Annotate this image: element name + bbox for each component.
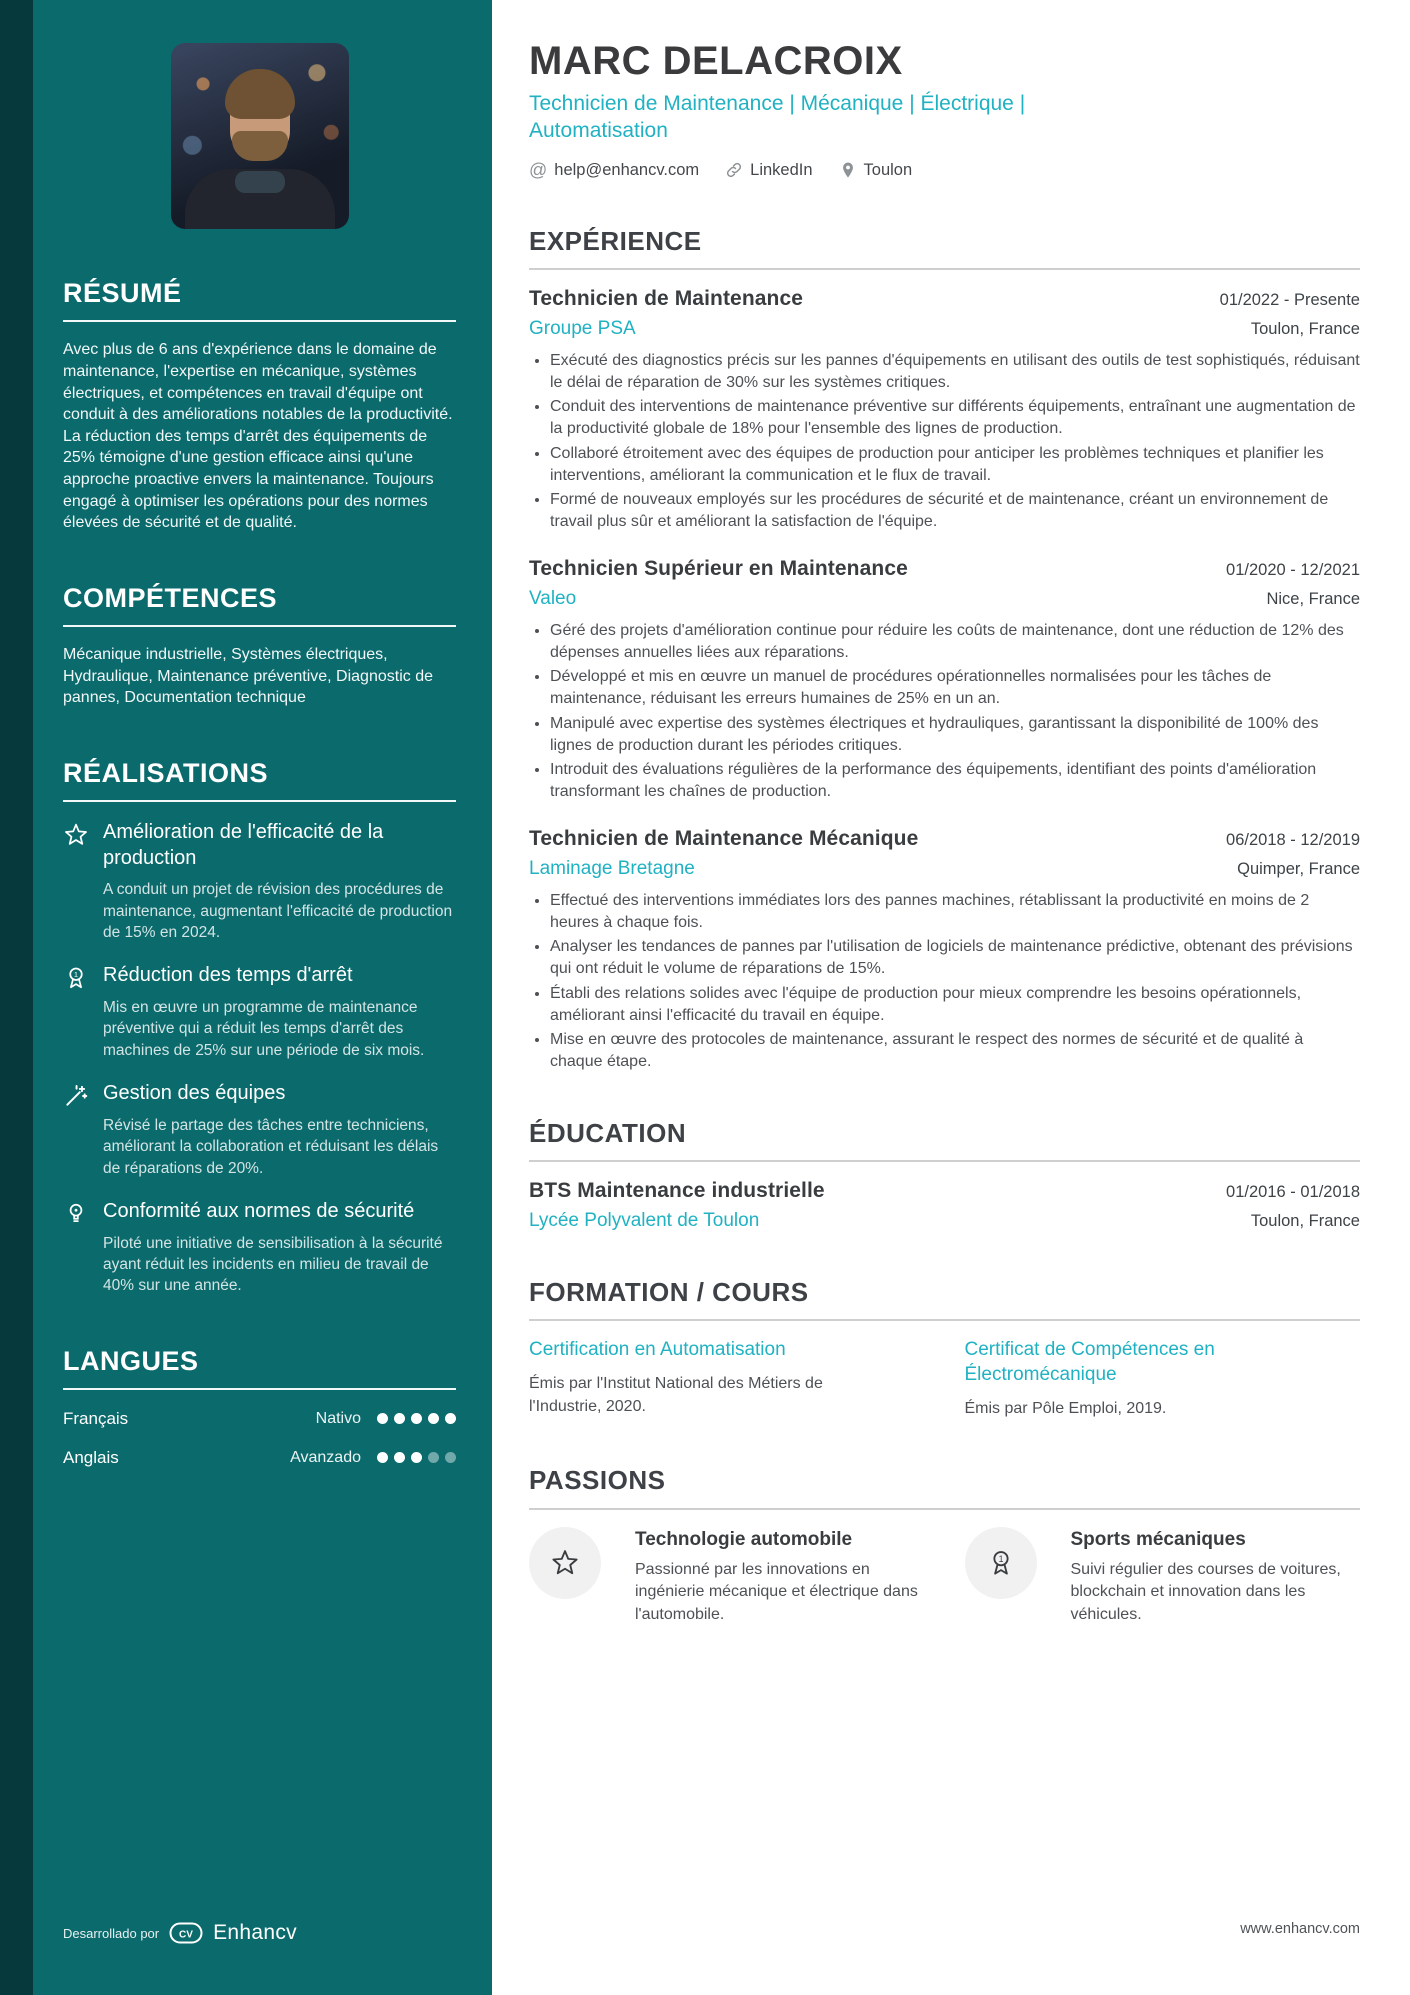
achievement-title: Conformité aux normes de sécurité bbox=[103, 1199, 415, 1222]
passion-title: Sports mécaniques bbox=[1070, 1528, 1246, 1550]
passion-text: Passionné par les innovations en ingénierie mécanique et électrique dans l'automobile. bbox=[635, 1560, 918, 1623]
job-date: 01/2020 - 12/2021 bbox=[1226, 560, 1360, 579]
section-experience bbox=[529, 225, 1360, 1073]
section-education bbox=[529, 1117, 1360, 1232]
achievement-item bbox=[63, 963, 456, 1061]
profile-photo bbox=[171, 43, 349, 229]
bullet-item: • Analyser les tendances de pannes par l'utilisation de logiciels de maintenance prédictive, obtenant des prévisions qui ont réduit le volume de réparations de 15%. bbox=[550, 936, 1360, 980]
enhancv-wordmark: Enhancv bbox=[213, 1921, 297, 1944]
education-location: Toulon, France bbox=[1250, 1212, 1360, 1231]
level-dot bbox=[428, 1452, 439, 1463]
divider bbox=[529, 1319, 1360, 1321]
certification-title: Certificat de Compétences en Électromécanique bbox=[964, 1339, 1215, 1386]
language-name: Français bbox=[63, 1408, 129, 1428]
level-dot bbox=[377, 1452, 388, 1463]
language-row bbox=[63, 1448, 456, 1468]
passion-icon-circle bbox=[965, 1527, 1037, 1599]
achievement-text: A conduit un projet de révision des procédures de maintenance, augmentant l'efficacité de production de 15% en 2024. bbox=[103, 881, 453, 942]
competences-heading: COMPÉTENCES bbox=[63, 582, 278, 613]
photo-scarf bbox=[235, 171, 285, 193]
passion-text: Suivi régulier des courses de voitures, blockchain et innovation dans les véhicules. bbox=[1070, 1560, 1341, 1623]
bullet-item: • Collaboré étroitement avec des équipes de production pour anticiper les problèmes techniques et planifier les interventions, améliorant la communication et le flux de travail. bbox=[550, 443, 1360, 487]
section-realisations bbox=[63, 759, 456, 1297]
bullet-item: • Introduit des évaluations régulières de la performance des équipements, identifiant des points d'amélioration transformant les chaînes de production. bbox=[550, 759, 1360, 803]
bullet-item: • Géré des projets d'amélioration continue pour réduire les coûts de maintenance, dont une réduction de 12% des dépenses annuelles liées aux réparations. bbox=[550, 620, 1360, 664]
bullet-item: • Formé de nouveaux employés sur les procédures de sécurité et de maintenance, créant un environnement de travail plus sûr et améliorant la satisfaction de l'équipe. bbox=[550, 489, 1360, 533]
bullet-item: • Développé et mis en œuvre un manuel de procédures opérationnelles normalisées pour les tâches de maintenance, réduisant les erreurs humaines de 25% en un an. bbox=[550, 666, 1360, 710]
level-dot bbox=[428, 1413, 439, 1424]
job-company: Valeo bbox=[529, 587, 577, 609]
location-item bbox=[839, 161, 913, 180]
job-location: Nice, France bbox=[1266, 589, 1360, 608]
sidebar-footer bbox=[63, 1921, 456, 1945]
achievement-item bbox=[63, 820, 456, 943]
email-text[interactable]: help@enhancv.com bbox=[554, 160, 700, 179]
certification-text: Émis par Pôle Emploi, 2019. bbox=[964, 1399, 1167, 1417]
svg-text:1: 1 bbox=[73, 970, 79, 980]
job-company: Laminage Bretagne bbox=[529, 857, 695, 879]
job-bullet-list bbox=[529, 620, 1360, 803]
star-icon bbox=[550, 1548, 580, 1578]
medal-icon bbox=[986, 1548, 1016, 1578]
passion-title: Technologie automobile bbox=[635, 1528, 853, 1550]
level-dot bbox=[394, 1413, 405, 1424]
education-heading: ÉDUCATION bbox=[529, 1117, 687, 1148]
bullet-item: • Conduit des interventions de maintenance préventive sur différents équipements, entraînant une augmentation de la productivité globale de 18% pour l'ensemble des lignes de production. bbox=[550, 396, 1360, 440]
job-title: Technicien Supérieur en Maintenance bbox=[529, 556, 908, 580]
job-date: 06/2018 - 12/2019 bbox=[1226, 830, 1360, 849]
achievement-item bbox=[63, 1199, 456, 1297]
certification-item bbox=[965, 1338, 1361, 1420]
certification-text: Émis par l'Institut National des Métiers de l'Industrie, 2020. bbox=[529, 1375, 823, 1415]
bullet-item: • Effectué des interventions immédiates lors des pannes machines, rétablissant la productivité en moins de 2 heures à chaque fois. bbox=[550, 890, 1360, 934]
level-dot bbox=[445, 1413, 456, 1424]
at-icon: @ bbox=[529, 159, 548, 180]
main-column bbox=[492, 0, 1410, 1995]
location-text: Toulon bbox=[863, 160, 913, 179]
divider bbox=[63, 800, 456, 802]
achievement-text: Piloté une initiative de sensibilisation à la sécurité ayant réduit les incidents en milieu de travail de 40% sur une année. bbox=[103, 1234, 443, 1295]
passions-heading: PASSIONS bbox=[529, 1465, 666, 1496]
bullet-item: • Manipulé avec expertise des systèmes électriques et hydrauliques, garantissant la disponibilité de 100% des lignes de production durant les périodes critiques. bbox=[550, 713, 1360, 757]
formation-heading: FORMATION / COURS bbox=[529, 1277, 809, 1308]
sidebar bbox=[33, 0, 492, 1995]
left-accent-stripe bbox=[0, 0, 33, 1995]
medal-icon bbox=[63, 965, 89, 991]
star-icon bbox=[63, 822, 89, 848]
level-dot bbox=[411, 1452, 422, 1463]
certification-item bbox=[529, 1338, 925, 1420]
job-location: Toulon, France bbox=[1250, 319, 1360, 338]
photo-beard bbox=[232, 131, 288, 161]
level-dot bbox=[377, 1413, 388, 1424]
candidate-name: MARC DELACROIX bbox=[529, 39, 903, 83]
section-formation bbox=[529, 1279, 1360, 1420]
section-passions bbox=[529, 1467, 1360, 1626]
realisations-heading: RÉALISATIONS bbox=[63, 757, 269, 788]
divider bbox=[63, 320, 456, 322]
location-pin-icon bbox=[839, 161, 857, 179]
email-item[interactable] bbox=[529, 160, 699, 181]
link-icon bbox=[725, 161, 743, 179]
magic-wand-icon bbox=[63, 1083, 89, 1109]
job-location: Quimper, France bbox=[1237, 859, 1360, 878]
job-date: 01/2022 - Presente bbox=[1219, 290, 1360, 309]
passion-item bbox=[529, 1527, 925, 1627]
job-bullet-list bbox=[529, 890, 1360, 1073]
language-name: Anglais bbox=[63, 1447, 119, 1467]
degree-title: BTS Maintenance industrielle bbox=[529, 1179, 825, 1203]
certification-title: Certification en Automatisation bbox=[529, 1339, 786, 1361]
passion-item bbox=[965, 1527, 1361, 1627]
language-level-dots bbox=[377, 1413, 456, 1424]
divider bbox=[63, 1388, 456, 1390]
education-date: 01/2016 - 01/2018 bbox=[1226, 1183, 1360, 1202]
job-title: Technicien de Maintenance bbox=[529, 286, 804, 310]
level-dot bbox=[411, 1413, 422, 1424]
langues-heading: LANGUES bbox=[63, 1345, 199, 1376]
level-dot bbox=[394, 1452, 405, 1463]
powered-by-label: Desarrollado por bbox=[63, 1925, 160, 1941]
bullet-item: • Établi des relations solides avec l'équipe de production pour mieux comprendre les besoins opérationnels, améliorant ainsi l'efficacité du travail en équipe. bbox=[550, 983, 1360, 1027]
achievement-item bbox=[63, 1081, 456, 1179]
section-resume bbox=[63, 279, 456, 534]
competences-text: Mécanique industrielle, Systèmes électriques, Hydraulique, Maintenance préventive, Diagnostic de pannes, Documentation technique bbox=[63, 646, 433, 707]
achievement-title: Réduction des temps d'arrêt bbox=[103, 964, 353, 987]
svg-text:1: 1 bbox=[998, 1553, 1003, 1564]
level-dot bbox=[445, 1452, 456, 1463]
language-row bbox=[63, 1409, 456, 1429]
job-entry bbox=[529, 827, 1360, 1073]
section-competences bbox=[63, 584, 456, 709]
language-level-label: Nativo bbox=[315, 1409, 361, 1427]
lightbulb-icon bbox=[63, 1201, 89, 1227]
achievement-text: Révisé le partage des tâches entre techniciens, améliorant la collaboration et réduisant les délais de réparations de 20%. bbox=[103, 1116, 439, 1177]
contact-row bbox=[529, 160, 1360, 181]
school-name: Lycée Polyvalent de Toulon bbox=[529, 1210, 760, 1232]
language-level-label: Avanzado bbox=[290, 1448, 361, 1466]
candidate-title: Technicien de Maintenance | Mécanique | Électrique | Automatisation bbox=[529, 92, 1026, 143]
job-title: Technicien de Maintenance Mécanique bbox=[529, 826, 919, 850]
resume-text: Avec plus de 6 ans d'expérience dans le domaine de maintenance, l'expertise en mécanique, systèmes électriques, et compétences en travail d'équipe ont conduit à des améliorations notables de la productivité. La réduction des temps d'arrêt des équipements de 25% témoigne d'une gestion efficace ainsi qu'une approche proactive envers la maintenance. Toujours engagé à optimiser les opérations pour des normes élevées de sécurité et de qualité. bbox=[63, 341, 453, 532]
linkedin-item[interactable] bbox=[725, 161, 812, 180]
photo-hair bbox=[225, 69, 295, 119]
divider bbox=[63, 625, 456, 627]
language-level-dots bbox=[377, 1452, 456, 1463]
bullet-item: • Exécuté des diagnostics précis sur les pannes d'équipements en utilisant des outils de test sophistiqués, réduisant le délai de réparation de 30% sur les systèmes critiques. bbox=[550, 350, 1360, 394]
bullet-item: • Mise en œuvre des protocoles de maintenance, assurant le respect des normes de sécurité et de qualité à chaque étape. bbox=[550, 1029, 1360, 1073]
divider bbox=[529, 1508, 1360, 1510]
job-entry bbox=[529, 287, 1360, 533]
job-bullet-list bbox=[529, 350, 1360, 533]
divider bbox=[529, 1160, 1360, 1162]
experience-heading: EXPÉRIENCE bbox=[529, 225, 702, 256]
svg-text:CV: CV bbox=[179, 1929, 194, 1941]
achievement-title: Gestion des équipes bbox=[103, 1082, 286, 1105]
section-langues bbox=[63, 1347, 456, 1468]
resume-heading: RÉSUMÉ bbox=[63, 278, 182, 308]
job-company: Groupe PSA bbox=[529, 317, 636, 339]
divider bbox=[529, 268, 1360, 270]
website-link[interactable]: www.enhancv.com bbox=[1240, 1921, 1360, 1937]
passion-icon-circle bbox=[529, 1527, 601, 1599]
linkedin-text[interactable]: LinkedIn bbox=[750, 160, 813, 179]
job-entry bbox=[529, 557, 1360, 803]
achievement-title: Amélioration de l'efficacité de la production bbox=[103, 821, 384, 869]
enhancv-logo-icon bbox=[169, 1922, 203, 1944]
achievement-text: Mis en œuvre un programme de maintenance préventive qui a réduit les temps d'arrêt des machines de 25% sur une période de six mois. bbox=[103, 999, 425, 1059]
